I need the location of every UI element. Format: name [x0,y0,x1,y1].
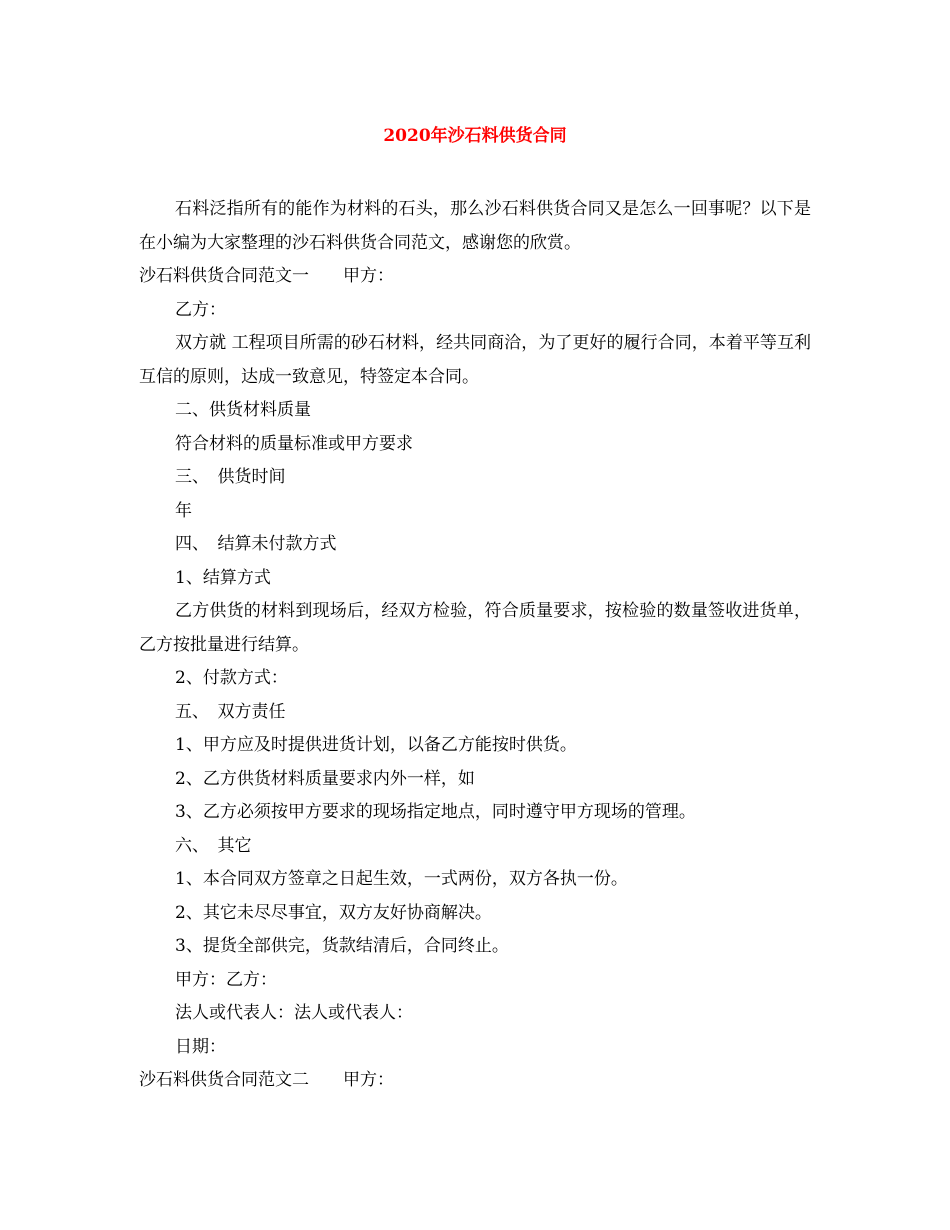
settlement-method-line: 1、结算方式 [175,567,271,588]
other-item-2: 2、其它未尽尽事宜，双方友好协商解决。 [175,902,492,923]
other-item-3: 3、提货全部供完，货款结清后，合同终止。 [175,936,509,956]
time-paragraph: 年 [175,500,192,521]
duty-item-2: 2、乙方供货材料质量要求内外一样，如 [175,768,475,789]
document-body [139,193,811,1098]
agreement-paragraph: 双方就 工程项目所需的砂石材料，经共同商洽，为了更好的履行合同，本着平等互利互信的原则，达成一致意见，特签定本合同。 [139,333,811,387]
payment-method-line: 2、付款方式： [175,668,288,688]
settlement-paragraph: 乙方供货的材料到现场后，经双方检验，符合质量要求，按检验的数量签收进货单，乙方按批量进行结算。 [139,601,811,655]
section-quality-heading: 二、供货材料质量 [175,400,311,420]
signature-representatives-line: 法人或代表人：法人或代表人： [175,1003,413,1023]
section-payment-heading: 四、 结算未付款方式 [175,534,337,554]
signature-parties-line: 甲方：乙方： [175,969,277,990]
section-other-heading: 六、 其它 [175,835,252,856]
section-duties-heading: 五、 双方责任 [175,701,286,722]
party-b-line: 乙方： [175,299,226,320]
intro-paragraph: 石料泛指所有的能作为材料的石头，那么沙石料供货合同又是怎么一回事呢？以下是在小编为大家整理的沙石料供货合同范文，感谢您的欣赏。 [139,199,811,253]
quality-paragraph: 符合材料的质量标准或甲方要求 [175,433,413,454]
signature-date-line: 日期： [175,1036,226,1057]
duty-item-1: 1、甲方应及时提供进货计划，以备乙方能按时供货。 [175,735,577,755]
document-title: 2020年沙石料供货合同 [383,126,567,146]
other-item-1: 1、本合同双方签章之日起生效，一式两份，双方各执一份。 [175,869,628,889]
sample-two-heading: 沙石料供货合同范文二 甲方： [139,1070,394,1090]
section-time-heading: 三、 供货时间 [175,467,286,487]
sample-one-heading: 沙石料供货合同范文一 甲方： [139,266,394,286]
duty-item-3: 3、乙方必须按甲方要求的现场指定地点，同时遵守甲方现场的管理。 [175,802,696,822]
